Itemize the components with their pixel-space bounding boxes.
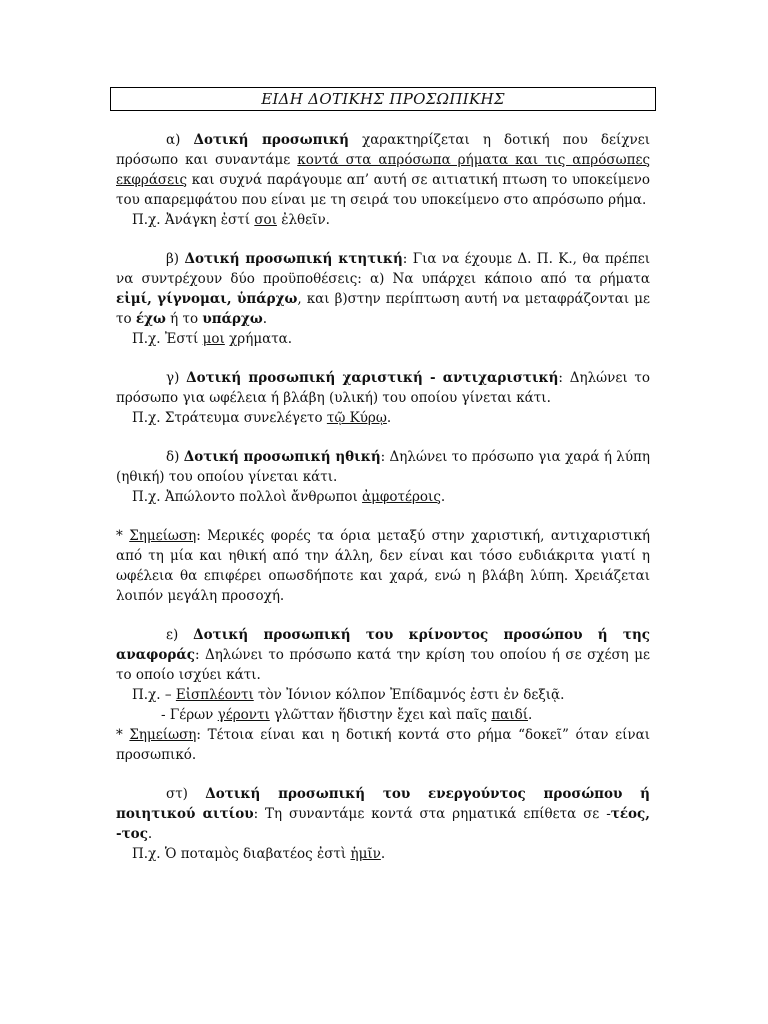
example-text: . (528, 707, 533, 723)
section-d (116, 447, 650, 487)
example (116, 210, 650, 230)
text: : Δηλώνει το πρόσωπο για ωφέλεια ή βλάβη (υλική) του οποίου γίνεται κάτι. (116, 370, 651, 406)
example-text: χρήματα. (224, 331, 293, 347)
section-label: α) (166, 132, 181, 148)
example (116, 408, 650, 428)
example-text: Π.χ. Ἀπώλοντο πολλοὶ ἄνθρωποι (132, 489, 363, 505)
asterisk: * (116, 727, 130, 743)
section-f (116, 784, 650, 844)
section-label: στ) (166, 786, 188, 802)
term: Δοτική προσωπική του κρίνοντος προσώπου ή της αναφοράς (116, 627, 651, 663)
section-c (116, 368, 650, 408)
example (116, 685, 650, 705)
underlined-word: ἀμφοτέροις (362, 489, 441, 505)
text: : Τη συναντάμε κοντά στα ρηματικά επίθετα σε - (253, 806, 611, 822)
example-text: γλῶτταν ἥδιστην ἔχει καὶ παῖς (269, 707, 492, 723)
underlined-word: μοι (202, 331, 225, 347)
section-label: γ) (166, 370, 180, 386)
example (116, 487, 650, 507)
underlined-word: παιδί (491, 707, 529, 723)
verb-echo: έχω (135, 311, 166, 327)
example-text: Π.χ. Ἐστί (132, 331, 203, 347)
document-body (116, 130, 650, 864)
verb-yparcho: υπάρχω (202, 311, 263, 327)
example-text: Π.χ. Ὁ ποταμὸς διαβατέος ἐστὶ (132, 846, 351, 862)
section-label: ε) (166, 627, 179, 643)
example-text: . (440, 489, 446, 505)
example-text: Π.χ. Ἀνάγκη ἐστί (132, 212, 255, 228)
text: : Μερικές φορές τα όρια μεταξύ στην χαριστική, αντιχαριστική από τη μία και ηθική από την άλλη, δεν είναι και τόσο ευδιάκριτα γιατί η ωφέλεια θα επιφέρει οπωσδήποτε και χαρά, ενώ η βλάβη λύπη. Χρειάζεται λοιπόν μεγάλη προσοχή. (116, 528, 650, 604)
underlined-word: Εἰσπλέοντι (175, 687, 254, 703)
verbs: εἰμί, γίγνομαι, ὑπάρχω (116, 291, 298, 307)
text: . (147, 826, 153, 842)
example-text: - Γέρων (161, 707, 218, 723)
page-title: ΕΙΔΗ ΔΟΤΙΚΗΣ ΠΡΟΣΩΠΙΚΗΣ (110, 87, 656, 111)
text: ή το (165, 311, 203, 327)
text: , και β)στην περίπτωση αυτή να μεταφράζονται με το (116, 291, 650, 327)
note-label: Σημείωση (129, 528, 197, 544)
example-text: τὸν Ἰόνιον κόλπον Ἐπίδαμνός ἐστι ἐν δεξιᾷ. (253, 687, 565, 703)
underlined-word: σοι (254, 212, 277, 228)
text: : Δηλώνει το πρόσωπο για χαρά ή λύπη (ηθική) του οποίου γίνεται κάτι. (116, 449, 650, 485)
asterisk: * (116, 528, 130, 544)
section-e (116, 625, 650, 685)
underlined-word: τῷ Κύρῳ (326, 410, 387, 426)
example-text: ἐλθεῖν. (276, 212, 330, 228)
example (116, 844, 650, 864)
underlined-text: κοντά στα απρόσωπα ρήματα και τις απρόσωπες εκφράσεις (116, 152, 651, 188)
example (116, 329, 650, 349)
text: χαρακτηρίζεται η δοτική που δείχνει πρόσωπο και συναντάμε (116, 132, 651, 168)
example-text: . (386, 410, 392, 426)
note-label: Σημείωση (129, 727, 197, 743)
term: Δοτική προσωπική (193, 132, 349, 148)
note-1 (116, 526, 650, 606)
note-2 (116, 725, 650, 765)
suffix: τέος, -τος (116, 806, 650, 842)
term: Δοτική προσωπική κτητική (184, 251, 403, 267)
underlined-word: γέροντι (217, 707, 270, 723)
example (116, 705, 650, 725)
example-text: . (380, 846, 386, 862)
section-label: δ) (166, 449, 180, 465)
underlined-word: ἡμῖν (350, 846, 381, 862)
section-b (116, 249, 650, 329)
example-text: Π.χ. – (132, 687, 176, 703)
text: και συχνά παράγουμε απ’ αυτή σε αιτιατική πτωση το υποκείμενο του απαρεμφάτου που είναι με τη σειρά του υποκείμενο στο απρόσωπο ρήμα. (116, 172, 650, 208)
term: Δοτική προσωπική του ενεργούντος προσώπου ή ποιητικού αιτίου (116, 786, 650, 822)
term: Δοτική προσωπική ηθική (183, 449, 381, 465)
text: . (262, 311, 268, 327)
section-a (116, 130, 650, 210)
example-text: Π.χ. Στράτευμα συνελέγετο (132, 410, 327, 426)
text: : Δηλώνει το πρόσωπο κατά την κρίση του οποίου ή σε σχέση με το οποίο ισχύει κάτι. (116, 647, 650, 683)
text: : Για να έχουμε Δ. Π. Κ., θα πρέπει να συντρέχουν δύο προϋποθέσεις: α) Να υπάρχει κάποιο από τα ρήματα (116, 251, 650, 287)
section-label: β) (166, 251, 180, 267)
term: Δοτική προσωπική χαριστική - αντιχαριστική (186, 370, 559, 386)
text: : Τέτοια είναι και η δοτική κοντά στο ρήμα “δοκεῖ” όταν είναι προσωπικό. (116, 727, 651, 763)
